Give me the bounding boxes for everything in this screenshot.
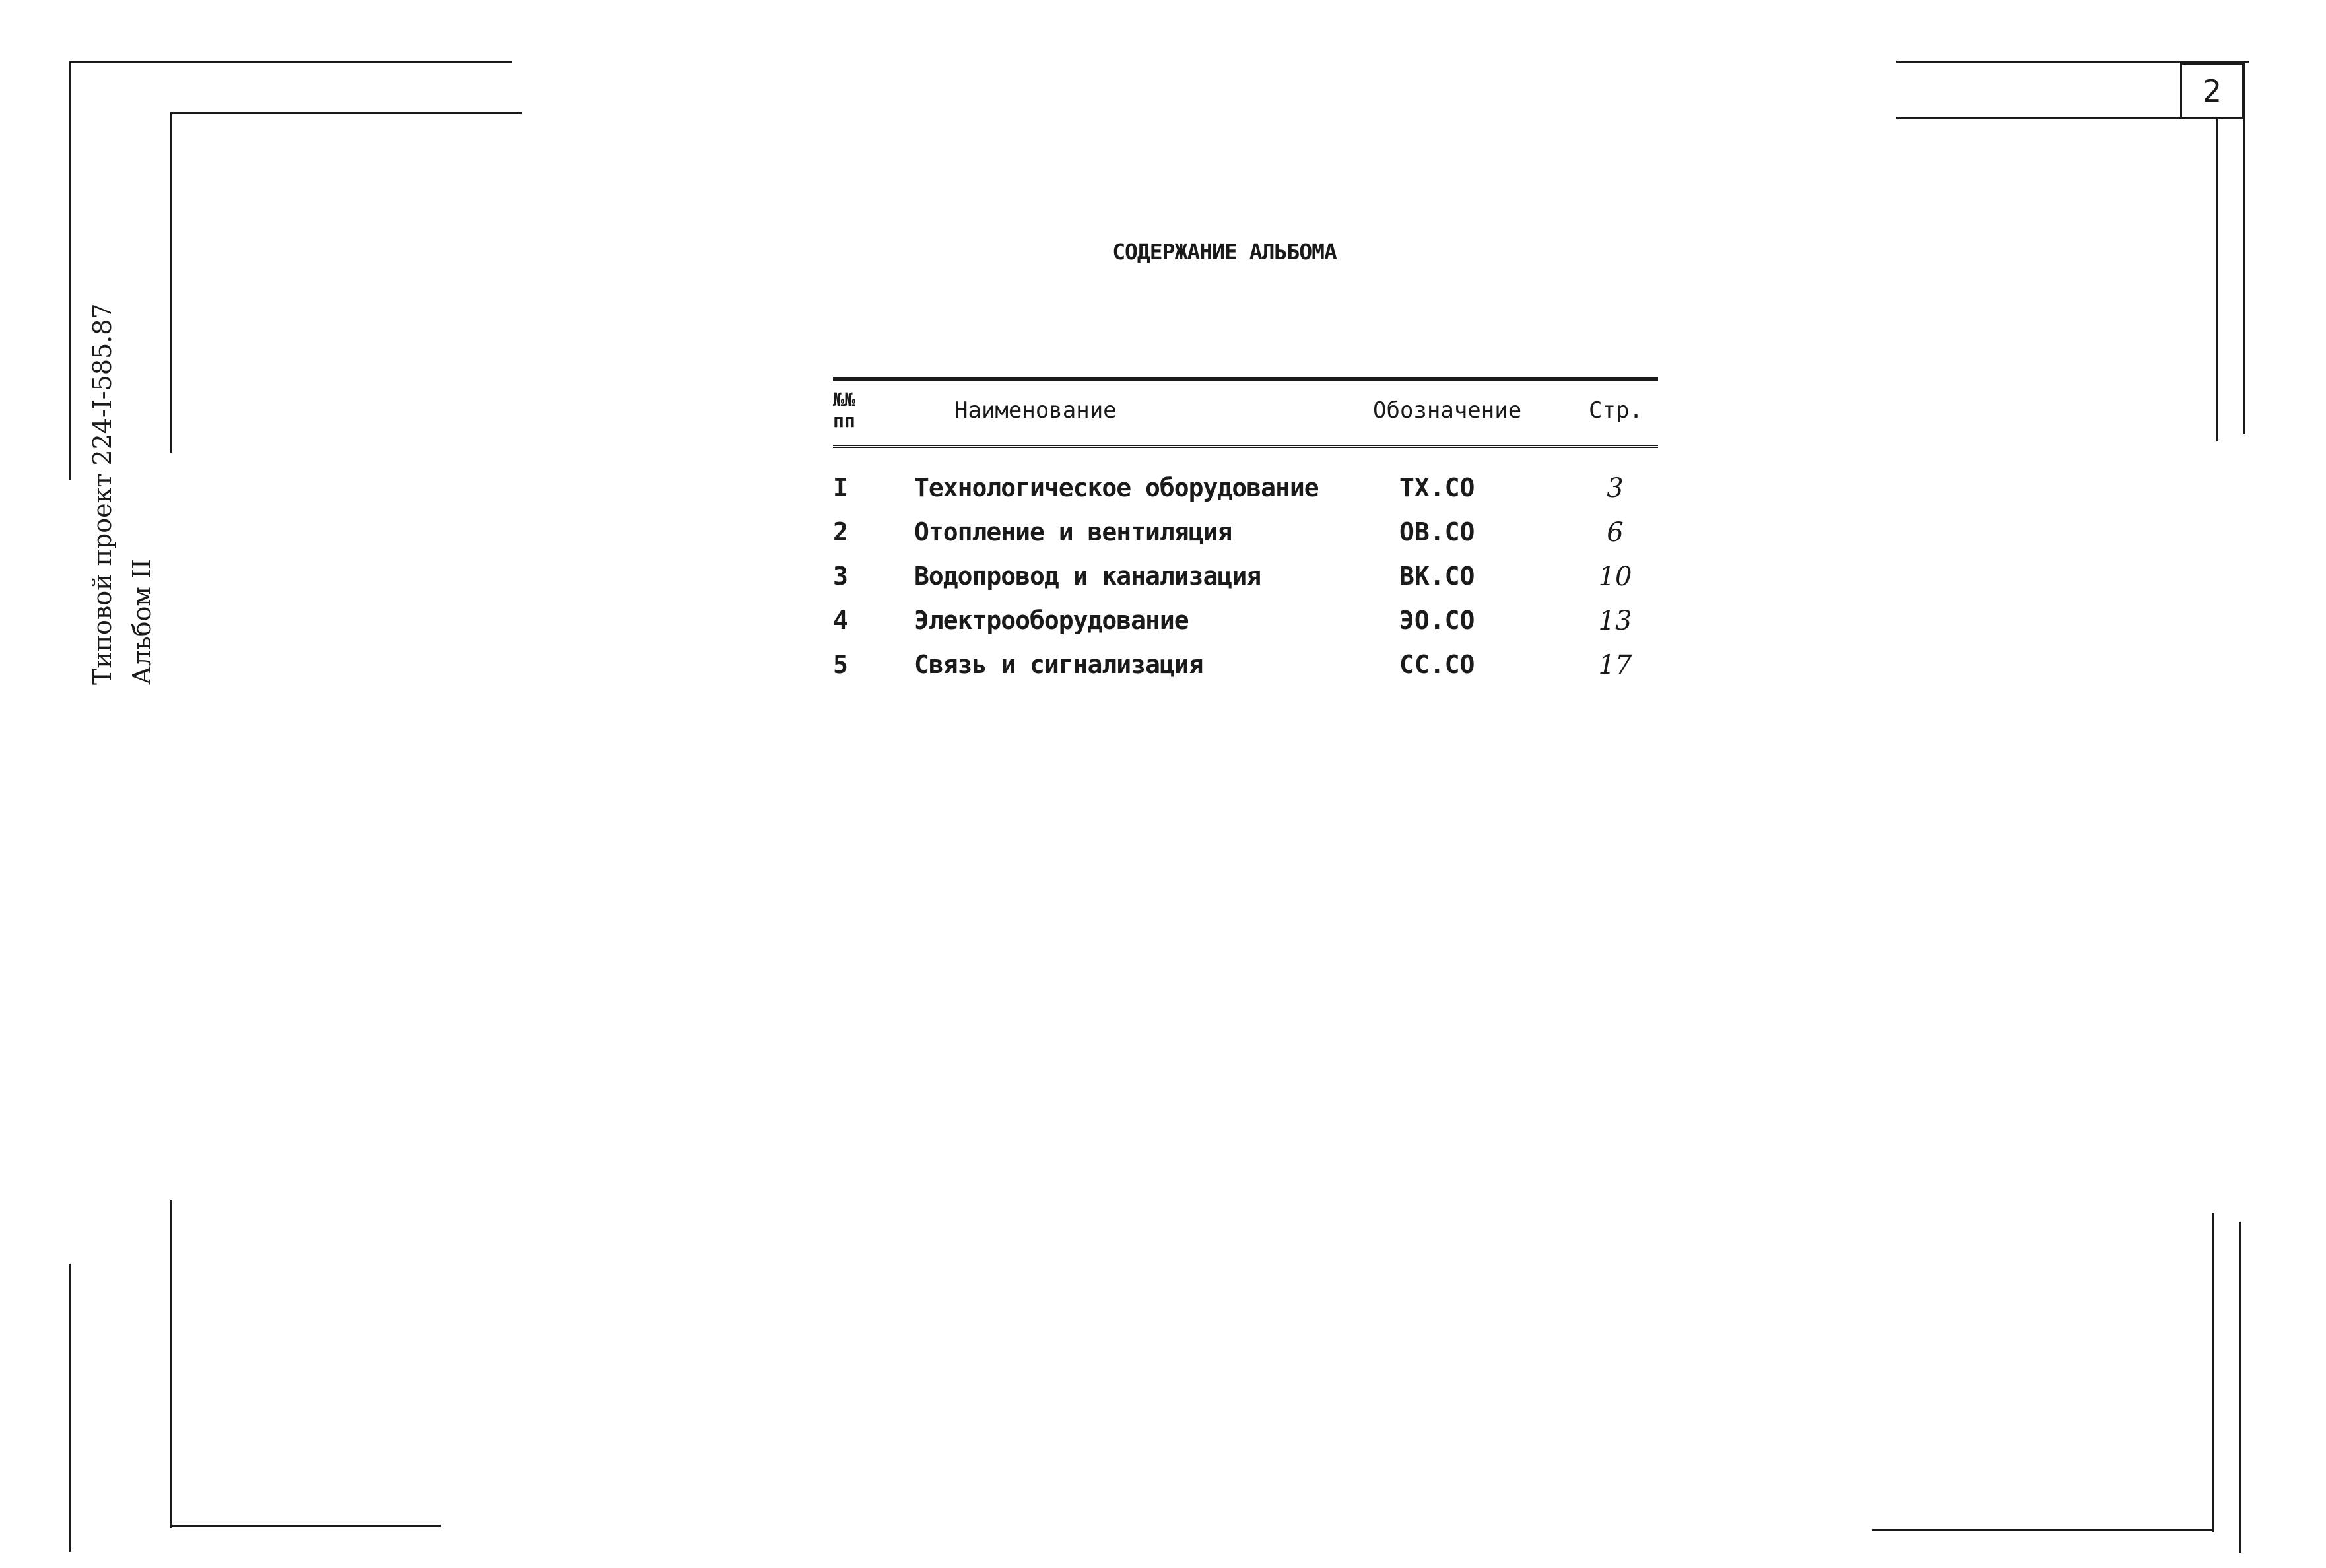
table-row [833, 517, 1658, 562]
row-number: 5 [833, 650, 848, 679]
header-num [833, 389, 855, 432]
frame-line-right-outer-bottom [2239, 1222, 2241, 1553]
row-name: Связь и сигнализация [914, 650, 1203, 679]
row-code: ОВ.СО [1399, 517, 1475, 546]
row-page: 6 [1607, 517, 1624, 548]
frame-line-bottom-inner-right [1872, 1529, 2214, 1531]
row-code: СС.СО [1399, 650, 1475, 679]
header-num-line2: пп [833, 410, 855, 432]
header-name: Наименование [954, 397, 1117, 424]
row-name: Электрооборудование [914, 606, 1189, 635]
table-row [833, 606, 1658, 650]
row-page: 3 [1607, 473, 1624, 504]
page-number: 2 [2180, 63, 2244, 119]
page-title: СОДЕРЖАНИЕ АЛЬБОМА [1112, 239, 1337, 265]
row-name: Технологическое оборудование [914, 473, 1319, 502]
frame-line-right-inner-top [2216, 117, 2218, 441]
row-page: 10 [1598, 562, 1632, 592]
row-number: I [833, 473, 848, 502]
frame-line-left-outer-top [69, 61, 71, 480]
row-name: Водопровод и канализация [914, 562, 1261, 591]
row-number: 2 [833, 517, 848, 546]
table-row [833, 473, 1658, 517]
frame-line-bottom-inner-left [170, 1525, 441, 1527]
frame-line-left-outer-bottom [69, 1264, 71, 1552]
table-row [833, 650, 1658, 694]
row-page: 13 [1598, 606, 1632, 636]
row-number: 4 [833, 606, 848, 635]
side-label [83, 303, 162, 685]
frame-line-right-inner-bottom [2212, 1213, 2214, 1532]
row-name: Отопление и вентиляция [914, 517, 1232, 546]
table-rule-header-bottom [833, 445, 1658, 448]
header-page: Стр. [1589, 397, 1643, 424]
frame-line-left-inner-top [170, 112, 172, 453]
row-code: ВК.СО [1399, 562, 1475, 591]
header-num-line1: №№ [833, 389, 855, 410]
frame-line-top-inner-left [170, 112, 522, 114]
table-row [833, 562, 1658, 606]
frame-line-left-inner-bottom [170, 1200, 172, 1528]
row-code: ТХ.СО [1399, 473, 1475, 502]
row-number: 3 [833, 562, 848, 591]
table-rule-top [833, 377, 1658, 381]
frame-line-top-inner-right [1896, 117, 2181, 119]
frame-line-top-outer-left [69, 61, 512, 63]
album-label: Альбом II [127, 558, 156, 685]
row-page: 17 [1598, 650, 1632, 680]
project-label: Типовой проект 224-I-585.87 [88, 303, 117, 685]
row-code: ЭО.СО [1399, 606, 1475, 635]
header-code: Обозначение [1373, 397, 1522, 424]
